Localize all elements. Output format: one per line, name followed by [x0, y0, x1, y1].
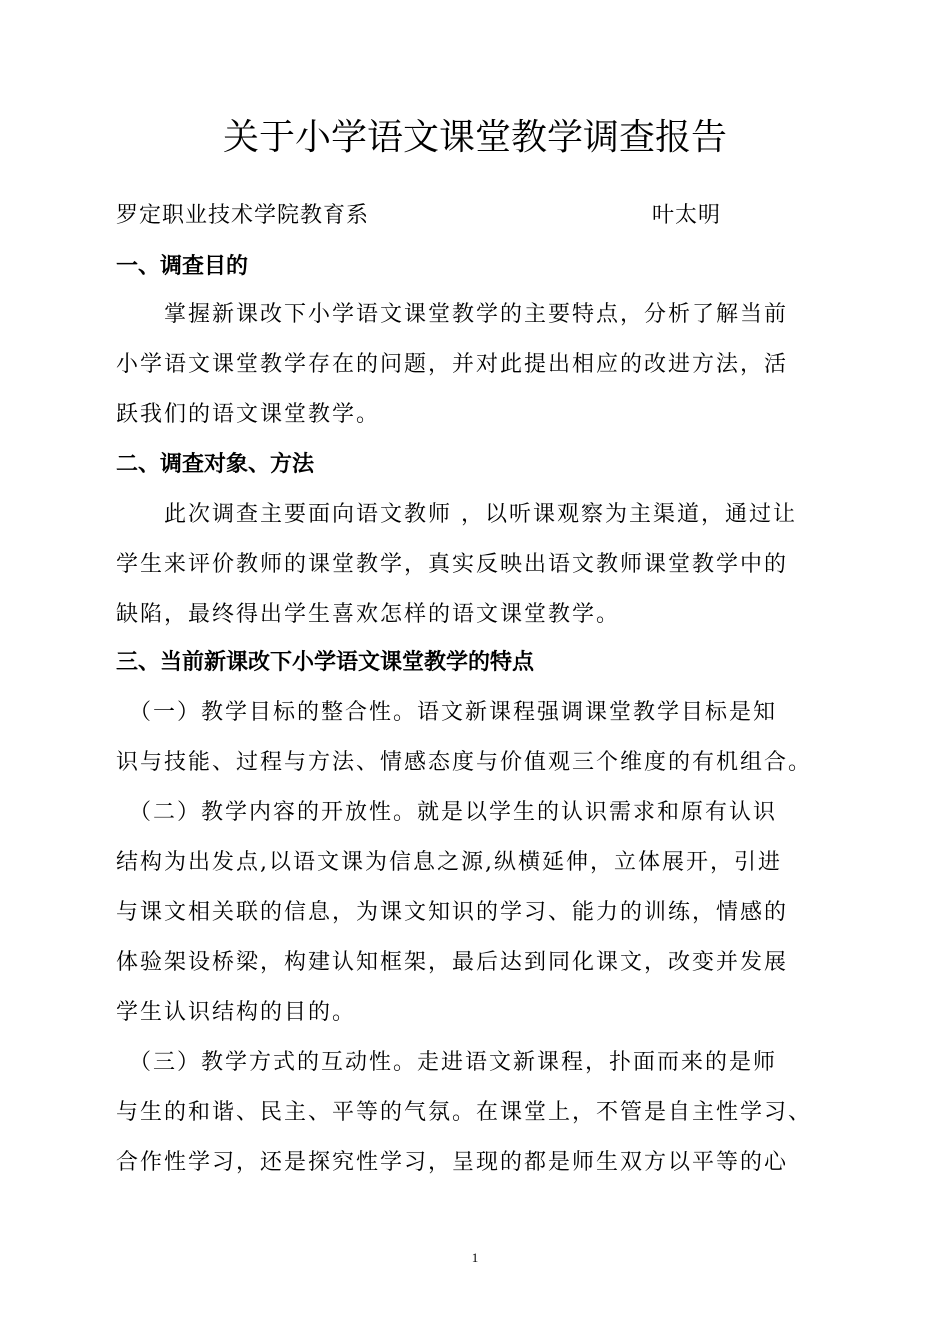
paragraph-line: （二）教学内容的开放性。就是以学生的认识需求和原有认识 [116, 800, 778, 825]
document-title: 关于小学语文课堂教学调查报告 [222, 117, 727, 158]
paragraph-feature-2 [116, 788, 840, 1038]
paragraph-feature-1 [116, 688, 840, 788]
paragraph-line: 学生来评价教师的课堂教学，真实反映出语文教师课堂教学中的 [116, 552, 789, 577]
paragraph-line: 与课文相关联的信息，为课文知识的学习、能力的训练，情感的 [116, 900, 789, 925]
section-heading-features: 三、当前新课改下小学语文课堂教学的特点 [116, 650, 535, 675]
paragraph-line: 此次调查主要面向语文教师 ，以听课观察为主渠道，通过让 [116, 502, 797, 527]
paragraph-method [116, 490, 840, 640]
paragraph-purpose [116, 290, 840, 440]
author-name: 叶太明 [652, 203, 722, 228]
paragraph-line: 学生认识结构的目的。 [116, 1000, 357, 1025]
section-heading-purpose: 一、调查目的 [116, 254, 249, 279]
paragraph-line: 体验架设桥梁，构建认知框架，最后达到同化课文，改变并发展 [116, 950, 789, 975]
paragraph-line: 结构为出发点,以语文课为信息之源,纵横延伸，立体展开，引进 [116, 850, 782, 875]
paragraph-line: 与生的和谐、民主、平等的气氛。在课堂上，不管是自主性学习、 [116, 1100, 813, 1125]
paragraph-line: 跃我们的语文课堂教学。 [116, 402, 381, 427]
page-number: 1 [471, 1250, 479, 1265]
paragraph-line: （一）教学目标的整合性。语文新课程强调课堂教学目标是知 [116, 700, 778, 725]
paragraph-feature-3 [116, 1038, 840, 1188]
paragraph-line: 缺陷，最终得出学生喜欢怎样的语文课堂教学。 [116, 602, 621, 627]
paragraph-line: 掌握新课改下小学语文课堂教学的主要特点，分析了解当前 [116, 302, 789, 327]
section-heading-method: 二、调查对象、方法 [116, 452, 315, 477]
author-organization: 罗定职业技术学院教育系 [116, 203, 370, 228]
paragraph-line: （三）教学方式的互动性。走进语文新课程，扑面而来的是师 [116, 1050, 778, 1075]
paragraph-line: 识与技能、过程与方法、情感态度与价值观三个维度的有机组合。 [116, 750, 813, 775]
paragraph-line: 合作性学习，还是探究性学习，呈现的都是师生双方以平等的心 [116, 1150, 789, 1175]
paragraph-line: 小学语文课堂教学存在的问题，并对此提出相应的改进方法，活 [116, 352, 789, 377]
